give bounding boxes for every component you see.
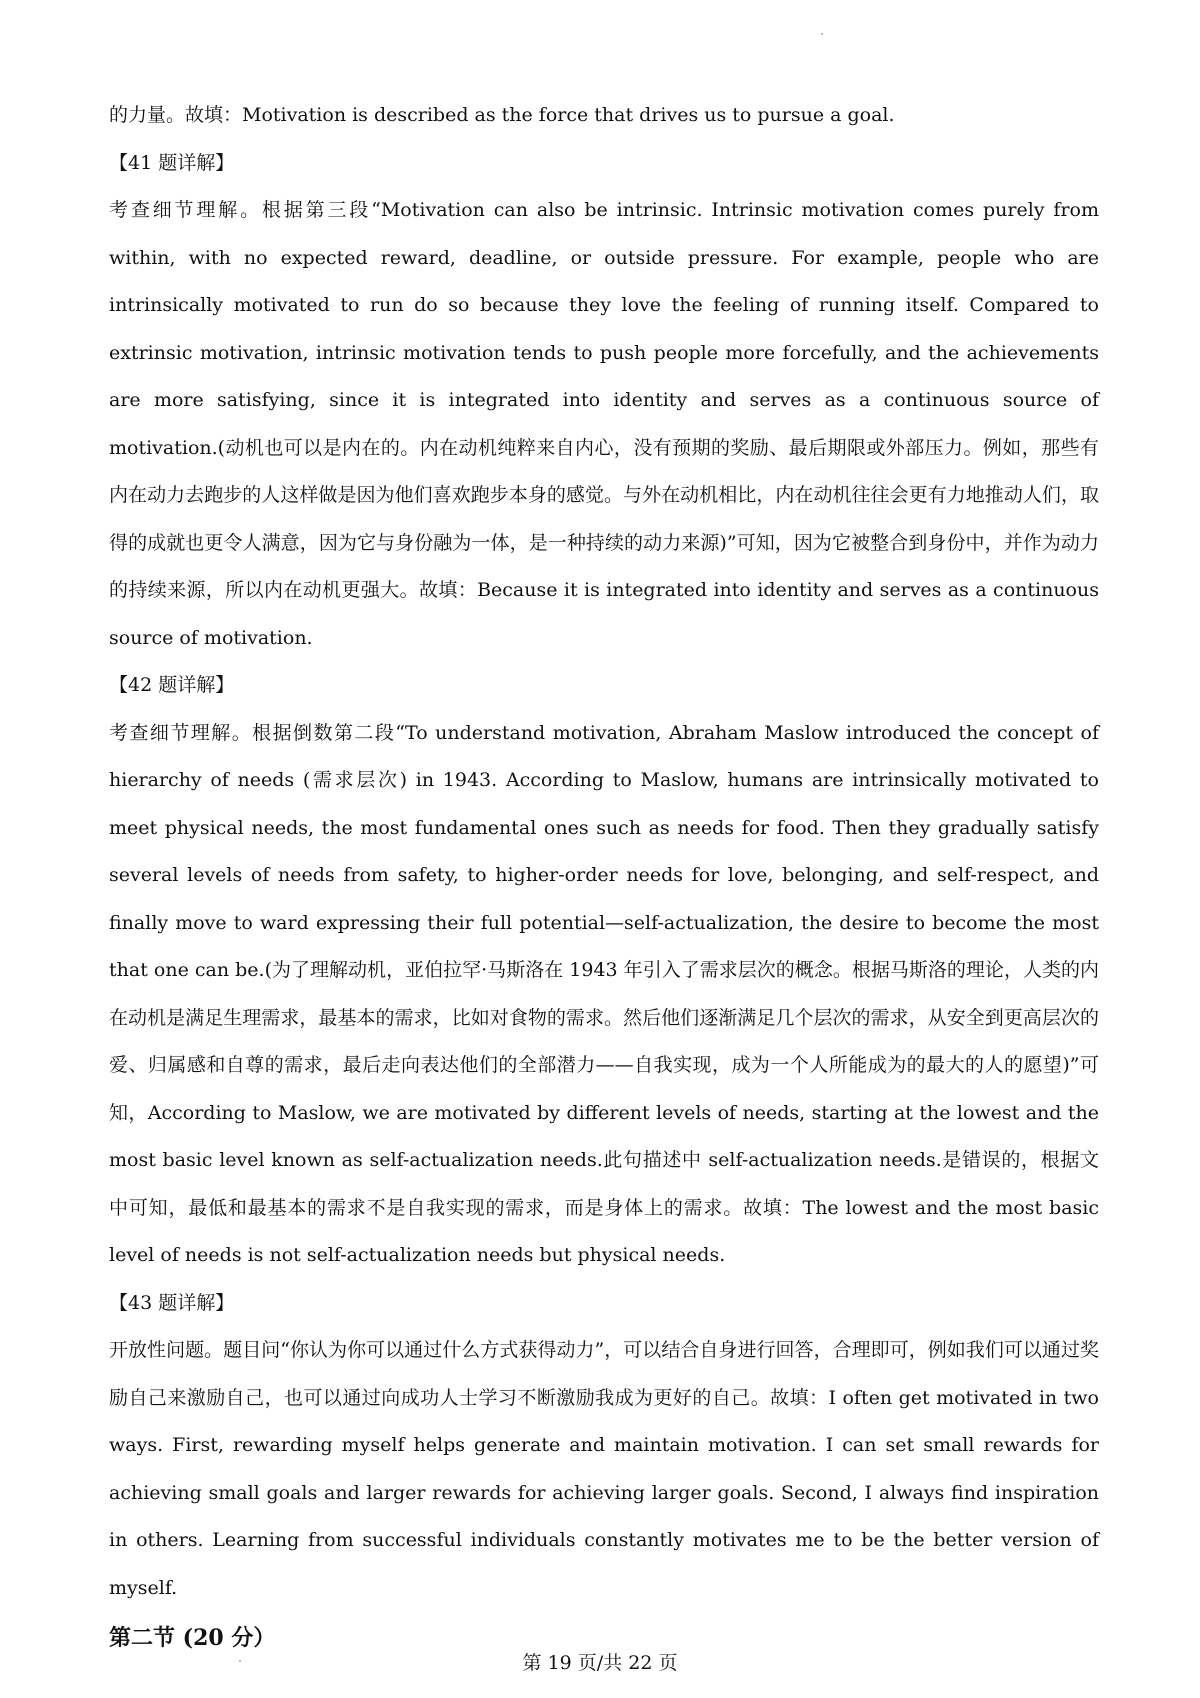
question-41-explanation: 考查细节理解。根据第三段“Motivation can also be intrinsic. Intrinsic motivation comes purely from within, with no expected reward, deadline, or outside pressure. For example, people who are intrinsically motivated to run do so because they love the feeling of running itself. Compared to extrinsic motivation, intrinsic motivation tends to push people more forcefully, and the achievements are more satisfying, since it is integrated into identity and serves as a continuous source of motivation.(动机也可以是内在的。内在动机纯粹来自内心，没有预期的奖励、最后期限或外部压力。例如，那些有内在动力去跑步的人这样做是因为他们喜欢跑步本身的感觉。与外在动机相比，内在动机往往会更有力地推动人们，取得的成就也更令人满意，因为它与身份融为一体，是一种持续的动力来源)”可知，因为它被整合到身份中，并作为动力的持续来源，所以内在动机更强大。故填：Because it is integrated into identity and serves as a continuous source of motivation.: [109, 199, 1099, 649]
question-42-heading: 【42 题详解】: [109, 674, 235, 696]
question-42-explanation: 考查细节理解。根据倒数第二段“To understand motivation, Abraham Maslow introduced the concept of hierarchy of needs (需求层次) in 1943. According to Maslow, humans are intrinsically motivated to meet physical needs, the most fundamental ones such as needs for food. Then they gradually satisfy several levels of needs from safety, to higher-order needs for love, belonging, and self-respect, and finally move to ward expressing their full potential—self-actualization, the desire to become the most that one can be.(为了理解动机，亚伯拉罕·马斯洛在 1943 年引入了需求层次的概念。根据马斯洛的理论，人类的内在动机是满足生理需求，最基本的需求，比如对食物的需求。然后他们逐渐满足几个层次的需求，从安全到更高层次的爱、归属感和自尊的需求，最后走向表达他们的全部潜力——自我实现，成为一个人所能成为的最大的人的愿望)”可知，According to Maslow, we are motivated by different levels of needs, starting at the lowest and the most basic level known as self-actualization needs.此句描述中 self-actualization needs.是错误的，根据文中可知，最低和最基本的需求不是自我实现的需求，而是身体上的需求。故填：The lowest and the most basic level of needs is not self-actualization needs but physical needs.: [109, 721, 1099, 1266]
document-page: [109, 92, 1099, 1658]
answer-paragraph-40-end: 的力量。故填：Motivation is described as the force that drives us to pursue a goal.: [109, 104, 895, 126]
scan-speck: [821, 33, 823, 35]
question-41-heading: 【41 题详解】: [109, 151, 235, 174]
section-two-title: 第二节 (20 分）: [109, 1625, 276, 1651]
page-number-footer: 第 19 页/共 22 页: [522, 1652, 678, 1674]
question-43-heading: 【43 题详解】: [109, 1291, 235, 1314]
question-43-explanation: 开放性问题。题目问“你认为你可以通过什么方式获得动力”，可以结合自身进行回答，合理即可，例如我们可以通过奖励自己来激励自己，也可以通过向成功人士学习不断激励我成为更好的自己。故填：I often get motivated in two ways. First, rewarding myself helps generate and maintain motivation. I can set small rewards for achieving small goals and larger rewards for achieving larger goals. Second, I always find inspiration in others. Learning from successful individuals constantly motivates me to be the better version of myself.: [109, 1339, 1099, 1599]
